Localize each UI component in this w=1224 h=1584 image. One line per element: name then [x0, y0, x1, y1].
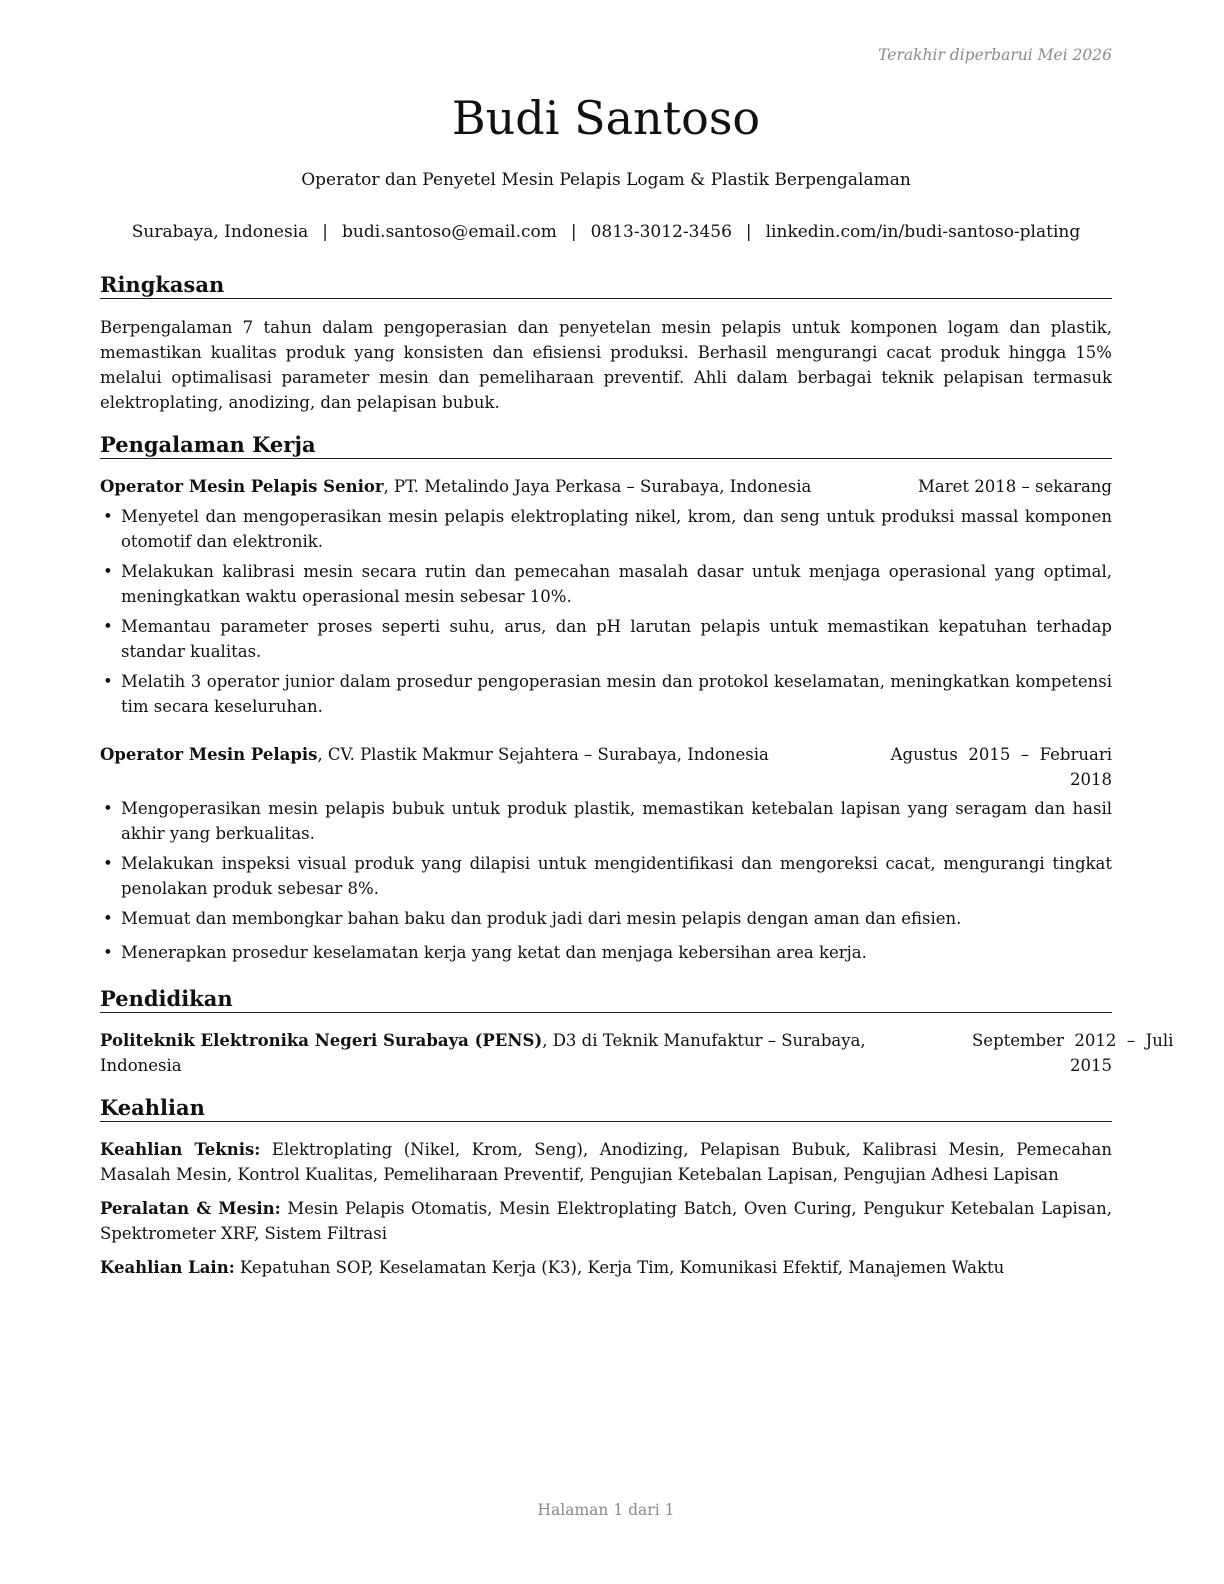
contact-email[interactable]: budi.santoso@email.com [342, 222, 557, 242]
education-school-line [100, 1028, 870, 1078]
education-entry [100, 1028, 1174, 1078]
contact-separator: | [322, 222, 329, 242]
list-item: • Mengoperasikan mesin pelapis bubuk untuk produk plastik, memastikan ketebalan lapisan yang seragam dan hasil akhir yang berkualitas. [100, 796, 1112, 846]
job-title-line [100, 474, 811, 499]
bullet-icon: • [103, 672, 113, 691]
candidate-name: Budi Santoso [451, 91, 761, 145]
tagline: Operator dan Penyetel Mesin Pelapis Logam & Plastik Berpengalaman [301, 170, 911, 190]
skill-label: Keahlian Lain: [100, 1258, 235, 1277]
section-title-experience: Pengalaman Kerja [100, 432, 1112, 459]
contact-line [100, 220, 1112, 244]
bullet-icon: • [103, 617, 113, 636]
section-title-skills: Keahlian [100, 1095, 1112, 1122]
contact-separator: | [570, 222, 577, 242]
job-company: , PT. Metalindo Jaya Perkasa – Surabaya, Indonesia [383, 477, 812, 496]
bullet-icon: • [103, 799, 113, 818]
last-updated: Terakhir diperbarui Mei 2026 [878, 46, 1112, 64]
section-title-summary: Ringkasan [100, 272, 1112, 299]
job-role: Operator Mesin Pelapis [100, 745, 318, 764]
job-bullet-list [100, 796, 1112, 970]
bullet-icon: • [103, 943, 113, 962]
education-dates: September 2012 – Juli 2015 [972, 1031, 1174, 1075]
list-item: • Melakukan inspeksi visual produk yang dilapisi untuk mengidentifikasi dan mengoreksi cacat, mengurangi tingkat penolakan produk sebesar 8%. [100, 851, 1112, 901]
skill-text: Elektroplating (Nikel, Krom, Seng), Anodizing, Pelapisan Bubuk, Kalibrasi Mesin, Pemecahan Masalah Mesin, Kontrol Kualitas, Pemeliharaan Preventif, Pengujian Ketebalan Lapisan, Pengujian Adhesi Lapisan [100, 1140, 1112, 1184]
list-item: • Menerapkan prosedur keselamatan kerja yang ketat dan menjaga kebersihan area kerja. [100, 940, 1112, 965]
section-title-education: Pendidikan [100, 986, 1112, 1013]
contact-separator: | [745, 222, 752, 242]
list-item: • Memantau parameter proses seperti suhu, arus, dan pH larutan pelapis untuk memastikan kepatuhan terhadap standar kualitas. [100, 614, 1112, 664]
contact-linkedin[interactable]: linkedin.com/in/budi-santoso-plating [765, 222, 1081, 242]
bullet-icon: • [103, 854, 113, 873]
job-dates: Agustus 2015 – Februari 2018 [890, 745, 1112, 789]
skill-text: Mesin Pelapis Otomatis, Mesin Elektroplating Batch, Oven Curing, Pengukur Ketebalan Lapisan, Spektrometer XRF, Sistem Filtrasi [100, 1199, 1112, 1243]
contact-phone: 0813-3012-3456 [590, 222, 732, 242]
education-school: Politeknik Elektronika Negeri Surabaya (PENS) [100, 1031, 543, 1050]
list-item: • Menyetel dan mengoperasikan mesin pelapis elektroplating nikel, krom, dan seng untuk produksi massal komponen otomotif dan elektronik. [100, 504, 1112, 554]
education-detail: , D3 di Teknik Manufaktur – Surabaya, Indonesia [100, 1031, 866, 1075]
job-dates: Maret 2018 – sekarang [918, 477, 1112, 496]
job-title-line [100, 742, 769, 767]
job-company: , CV. Plastik Makmur Sejahtera – Surabaya, Indonesia [317, 745, 769, 764]
list-item: • Memuat dan membongkar bahan baku dan produk jadi dari mesin pelapis dengan aman dan efisien. [100, 906, 1112, 931]
skill-label: Keahlian Teknis: [100, 1140, 261, 1159]
summary-text: Berpengalaman 7 tahun dalam pengoperasian dan penyetelan mesin pelapis untuk komponen logam dan plastik, memastikan kualitas produk yang konsisten dan efisiensi produksi. Berhasil mengurangi cacat produk hingga 15% melalui optimalisasi parameter mesin dan pemeliharaan preventif. Ahli dalam berbagai teknik pelapisan termasuk elektroplating, anodizing, dan pelapisan bubuk. [100, 318, 1112, 412]
job-bullet-list [100, 504, 1112, 724]
bullet-icon: • [103, 507, 113, 526]
skill-tools [100, 1196, 1112, 1246]
list-item: • Melatih 3 operator junior dalam prosedur pengoperasian mesin dan protokol keselamatan, meningkatkan kompetensi tim secara keseluruhan. [100, 669, 1112, 719]
bullet-icon: • [103, 909, 113, 928]
job-header [100, 474, 1112, 499]
page-number: Halaman 1 dari 1 [537, 1501, 675, 1519]
job-role: Operator Mesin Pelapis Senior [100, 477, 384, 496]
bullet-icon: • [103, 562, 113, 581]
job-header [100, 742, 1112, 792]
resume-page [100, 0, 1174, 1584]
skill-text: Kepatuhan SOP, Keselamatan Kerja (K3), Kerja Tim, Komunikasi Efektif, Manajemen Waktu [234, 1258, 1005, 1277]
skill-other [100, 1255, 1112, 1280]
list-item: • Melakukan kalibrasi mesin secara rutin dan pemecahan masalah dasar untuk menjaga operasional yang optimal, meningkatkan waktu operasional mesin sebesar 10%. [100, 559, 1112, 609]
contact-location: Surabaya, Indonesia [131, 222, 309, 242]
skill-label: Peralatan & Mesin: [100, 1199, 281, 1218]
skill-technical [100, 1137, 1112, 1187]
